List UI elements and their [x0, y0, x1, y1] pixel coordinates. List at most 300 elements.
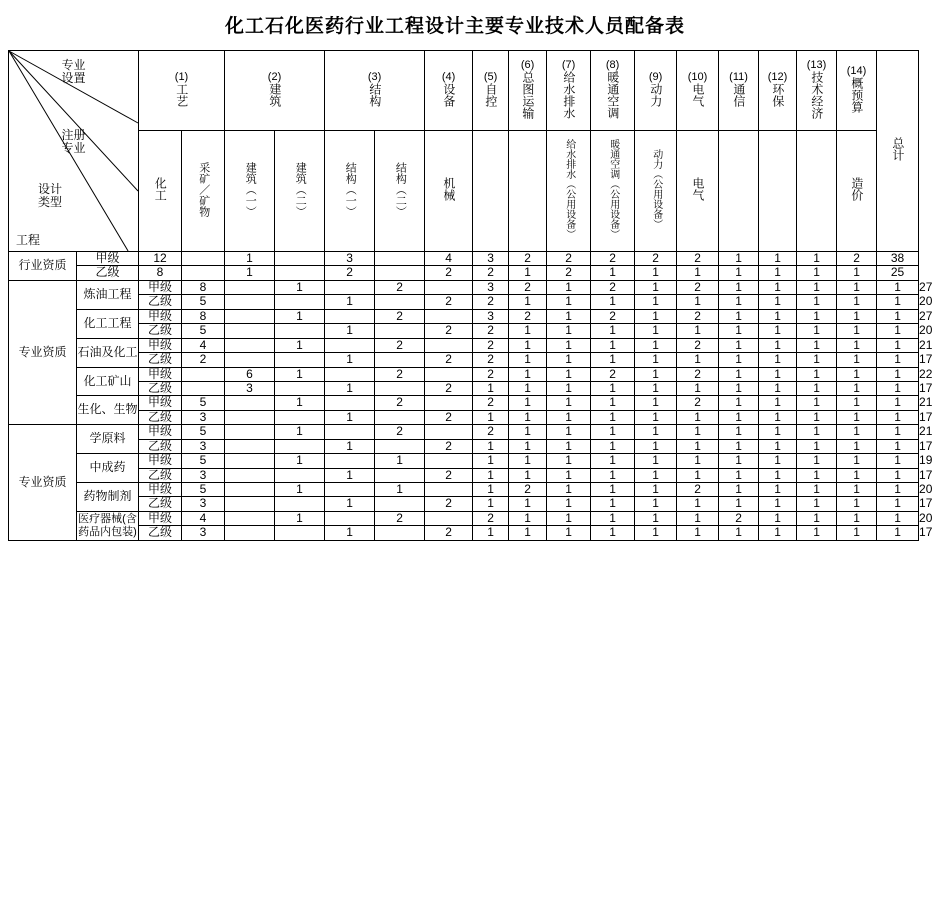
- cell: [275, 353, 325, 367]
- header-sub-5: [473, 131, 509, 252]
- cell: 1: [635, 511, 677, 525]
- cell: 2: [509, 483, 547, 497]
- cell: 1: [677, 324, 719, 338]
- cell: 3: [473, 252, 509, 266]
- cell: 1: [797, 324, 837, 338]
- cell: 2: [591, 367, 635, 381]
- cell: 1: [591, 338, 635, 352]
- corner-engineering-label: 工程: [15, 232, 40, 247]
- cell: 1: [719, 425, 759, 439]
- cell: 1: [325, 324, 375, 338]
- cell: [225, 468, 275, 482]
- header-sub-6: [509, 131, 547, 252]
- cell: [275, 410, 325, 424]
- cell: 1: [837, 381, 877, 395]
- cell: 1: [275, 367, 325, 381]
- cell: 1: [877, 526, 919, 540]
- table-row: [9, 252, 919, 266]
- cell: 1: [635, 439, 677, 453]
- cell: 1: [759, 266, 797, 280]
- cell: 1: [797, 526, 837, 540]
- cell: 1: [719, 280, 759, 294]
- cell: 1: [591, 497, 635, 511]
- cell: 2: [473, 396, 509, 410]
- cell: 1: [759, 367, 797, 381]
- cell: 1: [325, 381, 375, 395]
- cell: 1: [759, 468, 797, 482]
- cell: [275, 252, 325, 266]
- cell: 1: [325, 353, 375, 367]
- cell: 1: [837, 497, 877, 511]
- cell: 1: [759, 295, 797, 309]
- cell: 1: [837, 511, 877, 525]
- cell: 1: [797, 295, 837, 309]
- cell: 1: [325, 295, 375, 309]
- cell: 1: [677, 439, 719, 453]
- cell: 2: [375, 425, 425, 439]
- cell: 1: [719, 252, 759, 266]
- cell: [375, 324, 425, 338]
- cell: [325, 454, 375, 468]
- table-row: 医疗器械(含药品内包装) 甲级 4 1 2 2 1 1 1 1 1 2 1 1 1 1 20: [9, 511, 919, 525]
- cell: 1: [877, 511, 919, 525]
- cell: 8: [182, 280, 225, 294]
- row-grade-label: 甲级: [77, 252, 139, 266]
- cell: 1: [837, 295, 877, 309]
- cell: 2: [509, 309, 547, 323]
- cell: 1: [677, 526, 719, 540]
- cell: 1: [325, 497, 375, 511]
- cell: 1: [509, 381, 547, 395]
- cell: 1: [877, 425, 919, 439]
- cell: [325, 511, 375, 525]
- cell: [275, 468, 325, 482]
- cell: 1: [719, 353, 759, 367]
- cell: 1: [877, 497, 919, 511]
- cell: 1: [759, 511, 797, 525]
- cell: 2: [473, 425, 509, 439]
- cell: 1: [635, 381, 677, 395]
- cell: [425, 396, 473, 410]
- section-label-industry: 行业资质: [9, 252, 77, 281]
- cell: [325, 396, 375, 410]
- cell: 2: [425, 353, 473, 367]
- cell: 2: [473, 324, 509, 338]
- cell: 1: [635, 266, 677, 280]
- cell: [225, 324, 275, 338]
- cell: 1: [719, 295, 759, 309]
- cell: 1: [797, 454, 837, 468]
- table-row: 中成药 甲级 5 1 1 1 1 1 1 1 1 1 1 1 1 1 19: [9, 454, 919, 468]
- cell: 1: [509, 439, 547, 453]
- cell: [275, 439, 325, 453]
- cell: 5: [182, 396, 225, 410]
- cell: 1: [877, 454, 919, 468]
- cell: 1: [677, 410, 719, 424]
- cell: 2: [375, 338, 425, 352]
- cell: [225, 295, 275, 309]
- cell: [182, 367, 225, 381]
- cell: 1: [677, 497, 719, 511]
- header-major-4: (4) 设备: [425, 51, 473, 131]
- group-label: 中成药: [77, 454, 139, 483]
- header-sub-2a: 建筑（一）: [225, 131, 275, 252]
- row-grade-label: 甲级: [139, 396, 182, 410]
- row-grade-label: 甲级: [139, 511, 182, 525]
- cell: 1: [677, 468, 719, 482]
- cell: 8: [182, 309, 225, 323]
- cell: 5: [182, 454, 225, 468]
- cell: 2: [425, 381, 473, 395]
- cell: 1: [509, 353, 547, 367]
- cell-total: 38: [877, 252, 919, 266]
- table-row: 药物制剂 甲级 5 1 1 1 2 1 1 1 2 1 1 1 1 1 20: [9, 483, 919, 497]
- header-major-7: (7) 给水排水: [547, 51, 591, 131]
- cell: [425, 280, 473, 294]
- cell: 1: [547, 454, 591, 468]
- cell: 5: [182, 425, 225, 439]
- header-sub-7: 给水排水（公用设备）: [547, 131, 591, 252]
- table-row: 生化、生物 甲级 5 1 2 2 1 1 1 1 2 1 1 1 1 1 21: [9, 396, 919, 410]
- row-grade-label: 乙级: [139, 526, 182, 540]
- cell: 2: [677, 338, 719, 352]
- header-sub-1a: 化工: [139, 131, 182, 252]
- cell: 1: [719, 396, 759, 410]
- row-grade-label: 乙级: [77, 266, 139, 280]
- section-label-professional-1: 专业资质: [9, 280, 77, 424]
- cell: 1: [877, 439, 919, 453]
- cell: 1: [591, 511, 635, 525]
- header-major-11: (11) 通信: [719, 51, 759, 131]
- cell: 1: [635, 324, 677, 338]
- cell: 3: [182, 439, 225, 453]
- cell: 1: [837, 396, 877, 410]
- cell: [375, 526, 425, 540]
- cell: 1: [759, 252, 797, 266]
- cell: 1: [509, 526, 547, 540]
- cell: 1: [797, 439, 837, 453]
- cell: 2: [473, 338, 509, 352]
- cell: 1: [509, 266, 547, 280]
- row-grade-label: 甲级: [139, 367, 182, 381]
- cell: [325, 483, 375, 497]
- cell: 1: [591, 266, 635, 280]
- cell: 2: [425, 410, 473, 424]
- header-major-12: (12) 环保: [759, 51, 797, 131]
- cell: 1: [591, 425, 635, 439]
- header-major-3: (3) 结构: [325, 51, 425, 131]
- cell: 1: [375, 454, 425, 468]
- cell: 2: [425, 266, 473, 280]
- cell: [275, 526, 325, 540]
- cell: 1: [547, 483, 591, 497]
- cell: 2: [719, 511, 759, 525]
- cell: 1: [635, 280, 677, 294]
- cell: 1: [325, 526, 375, 540]
- cell: 2: [375, 396, 425, 410]
- cell: 1: [759, 425, 797, 439]
- cell: 1: [275, 396, 325, 410]
- table-row: 乙级 5 1 2 2 1 1 1 1 1 1 1 1 1 1 20: [9, 324, 919, 338]
- cell: 1: [591, 410, 635, 424]
- cell: 2: [473, 295, 509, 309]
- cell: 1: [837, 425, 877, 439]
- cell: [375, 439, 425, 453]
- header-sub-9: 动力（公用设备）: [635, 131, 677, 252]
- cell: 1: [759, 454, 797, 468]
- cell: 2: [677, 280, 719, 294]
- cell: 1: [509, 338, 547, 352]
- cell: 1: [877, 381, 919, 395]
- cell: [325, 309, 375, 323]
- cell: 1: [547, 367, 591, 381]
- cell: 1: [547, 439, 591, 453]
- cell: [375, 295, 425, 309]
- cell: 1: [837, 468, 877, 482]
- cell: [325, 338, 375, 352]
- group-label: 药物制剂: [77, 483, 139, 512]
- cell: 1: [797, 410, 837, 424]
- cell: 2: [509, 280, 547, 294]
- table-row: 乙级 3 1 2 1 1 1 1 1 1 1 1 1 1 1 17: [9, 497, 919, 511]
- cell: 1: [677, 353, 719, 367]
- cell: 1: [797, 309, 837, 323]
- row-grade-label: 甲级: [139, 425, 182, 439]
- group-label: 学原料: [77, 425, 139, 454]
- row-grade-label: 乙级: [139, 439, 182, 453]
- cell: 1: [635, 425, 677, 439]
- cell: 1: [677, 511, 719, 525]
- cell: 1: [547, 353, 591, 367]
- table-row: 乙级 5 1 2 2 1 1 1 1 1 1 1 1 1 1 20: [9, 295, 919, 309]
- cell: 1: [677, 454, 719, 468]
- row-grade-label: 乙级: [139, 353, 182, 367]
- cell: 1: [473, 497, 509, 511]
- cell: 1: [837, 353, 877, 367]
- cell: 1: [275, 511, 325, 525]
- cell: 1: [591, 381, 635, 395]
- cell: 1: [591, 396, 635, 410]
- header-sub-12: [759, 131, 797, 252]
- cell: 1: [547, 526, 591, 540]
- cell: 12: [139, 252, 182, 266]
- cell: 1: [275, 280, 325, 294]
- cell: 2: [677, 309, 719, 323]
- group-label: 医疗器械(含药品内包装): [77, 511, 139, 540]
- cell: 1: [877, 338, 919, 352]
- row-grade-label: 甲级: [139, 454, 182, 468]
- cell: 1: [837, 454, 877, 468]
- cell: 1: [635, 483, 677, 497]
- cell: [182, 381, 225, 395]
- cell: [375, 252, 425, 266]
- cell: 1: [325, 468, 375, 482]
- cell: 1: [719, 497, 759, 511]
- cell: 1: [877, 367, 919, 381]
- cell: 1: [547, 425, 591, 439]
- cell: 1: [719, 266, 759, 280]
- header-major-5: (5) 自控: [473, 51, 509, 131]
- table-row: 化工矿山 甲级 6 1 2 2 1 1 2 1 2 1 1 1 1 1 22: [9, 367, 919, 381]
- corner-design-type-label: 设计 类型: [37, 182, 62, 210]
- cell: 1: [677, 266, 719, 280]
- cell-total: 25: [877, 266, 919, 280]
- cell: 1: [719, 526, 759, 540]
- cell: [225, 454, 275, 468]
- cell: 1: [591, 439, 635, 453]
- group-label: 化工矿山: [77, 367, 139, 396]
- cell: [225, 483, 275, 497]
- cell: 2: [547, 252, 591, 266]
- section-label-professional-2: 专业资质: [9, 425, 77, 541]
- cell: [425, 338, 473, 352]
- row-grade-label: 甲级: [139, 309, 182, 323]
- cell: 2: [473, 353, 509, 367]
- cell: 1: [677, 295, 719, 309]
- cell: 1: [877, 309, 919, 323]
- cell: [275, 295, 325, 309]
- cell: 1: [877, 468, 919, 482]
- cell: [375, 353, 425, 367]
- cell: 1: [759, 338, 797, 352]
- cell: 2: [375, 367, 425, 381]
- table-row: 专业资质 学原料 甲级 5 1 2 2 1 1 1 1 1 1 1 1 1 1 21: [9, 425, 919, 439]
- header-sub-4: 机械: [425, 131, 473, 252]
- cell: 1: [225, 266, 275, 280]
- cell: 2: [425, 526, 473, 540]
- cell: 1: [547, 497, 591, 511]
- cell: 1: [797, 381, 837, 395]
- cell: 1: [837, 280, 877, 294]
- cell: [225, 425, 275, 439]
- cell: 1: [509, 454, 547, 468]
- cell: 1: [759, 353, 797, 367]
- cell: 1: [547, 309, 591, 323]
- cell: 1: [509, 497, 547, 511]
- cell: 1: [797, 497, 837, 511]
- cell: 2: [677, 367, 719, 381]
- header-major-6: (6) 总图运输: [509, 51, 547, 131]
- cell: [425, 309, 473, 323]
- cell: 1: [509, 295, 547, 309]
- cell: 2: [375, 280, 425, 294]
- cell: 1: [797, 353, 837, 367]
- cell: 2: [325, 266, 375, 280]
- cell: 1: [509, 367, 547, 381]
- cell: 1: [473, 483, 509, 497]
- cell: 1: [759, 483, 797, 497]
- cell: 1: [837, 338, 877, 352]
- header-major-1: (1) 工艺: [139, 51, 225, 131]
- cell: 1: [591, 526, 635, 540]
- cell: [425, 511, 473, 525]
- cell: 1: [635, 353, 677, 367]
- cell: [225, 353, 275, 367]
- cell: 1: [719, 410, 759, 424]
- cell: [275, 497, 325, 511]
- cell: [375, 266, 425, 280]
- row-grade-label: 乙级: [139, 295, 182, 309]
- page-title: 化工石化医药行业工程设计主要专业技术人员配备表: [224, 16, 685, 37]
- cell: 1: [759, 497, 797, 511]
- header-sub-10: 电气: [677, 131, 719, 252]
- cell: 1: [719, 309, 759, 323]
- cell: 1: [635, 367, 677, 381]
- header-sub-1b: 采矿／矿物: [182, 131, 225, 252]
- cell: 5: [182, 324, 225, 338]
- cell: [425, 454, 473, 468]
- cell: 1: [837, 483, 877, 497]
- row-grade-label: 乙级: [139, 381, 182, 395]
- cell: [375, 410, 425, 424]
- cell: 1: [473, 439, 509, 453]
- cell: 3: [182, 410, 225, 424]
- header-row-registered: [9, 131, 919, 252]
- header-sub-14: 造价: [837, 131, 877, 252]
- header-row-major: [9, 51, 919, 131]
- cell: 1: [547, 511, 591, 525]
- group-label: 石油及化工: [77, 338, 139, 367]
- cell: [225, 526, 275, 540]
- cell: 1: [473, 468, 509, 482]
- cell: 1: [509, 324, 547, 338]
- cell: 3: [225, 381, 275, 395]
- table-row: 乙级 2 1 2 2 1 1 1 1 1 1 1 1 1 1 17: [9, 353, 919, 367]
- table-row: 乙级 3 1 2 1 1 1 1 1 1 1 1 1 1 1 17: [9, 526, 919, 540]
- cell: 4: [182, 511, 225, 525]
- cell: 1: [547, 280, 591, 294]
- cell: 1: [837, 266, 877, 280]
- cell: 1: [759, 410, 797, 424]
- cell: 1: [509, 511, 547, 525]
- cell: 1: [719, 439, 759, 453]
- cell: 2: [425, 439, 473, 453]
- cell: 2: [473, 511, 509, 525]
- cell: 1: [473, 410, 509, 424]
- cell: 1: [797, 280, 837, 294]
- cell: 1: [797, 468, 837, 482]
- cell: 1: [547, 324, 591, 338]
- cell: 1: [591, 324, 635, 338]
- header-sub-13: [797, 131, 837, 252]
- cell: 1: [837, 309, 877, 323]
- cell: 1: [797, 483, 837, 497]
- cell: 1: [547, 410, 591, 424]
- header-major-10: (10) 电气: [677, 51, 719, 131]
- cell: [225, 280, 275, 294]
- header-sub-3a: 结构（一）: [325, 131, 375, 252]
- cell: 1: [759, 526, 797, 540]
- cell: 2: [473, 367, 509, 381]
- cell: [225, 396, 275, 410]
- cell: 6: [225, 367, 275, 381]
- cell: 1: [275, 483, 325, 497]
- header-sub-8: 暖通空调（公用设备）: [591, 131, 635, 252]
- staffing-table: [8, 50, 932, 541]
- cell: 1: [547, 468, 591, 482]
- cell: [375, 468, 425, 482]
- cell: 3: [182, 468, 225, 482]
- cell: 1: [635, 338, 677, 352]
- cell: 1: [635, 396, 677, 410]
- cell: [225, 497, 275, 511]
- cell: 1: [591, 454, 635, 468]
- cell: [225, 511, 275, 525]
- cell: 1: [719, 454, 759, 468]
- cell: 1: [677, 425, 719, 439]
- cell: 2: [425, 324, 473, 338]
- table-row: 石油及化工 甲级 4 1 2 2 1 1 1 1 2 1 1 1 1 1 21: [9, 338, 919, 352]
